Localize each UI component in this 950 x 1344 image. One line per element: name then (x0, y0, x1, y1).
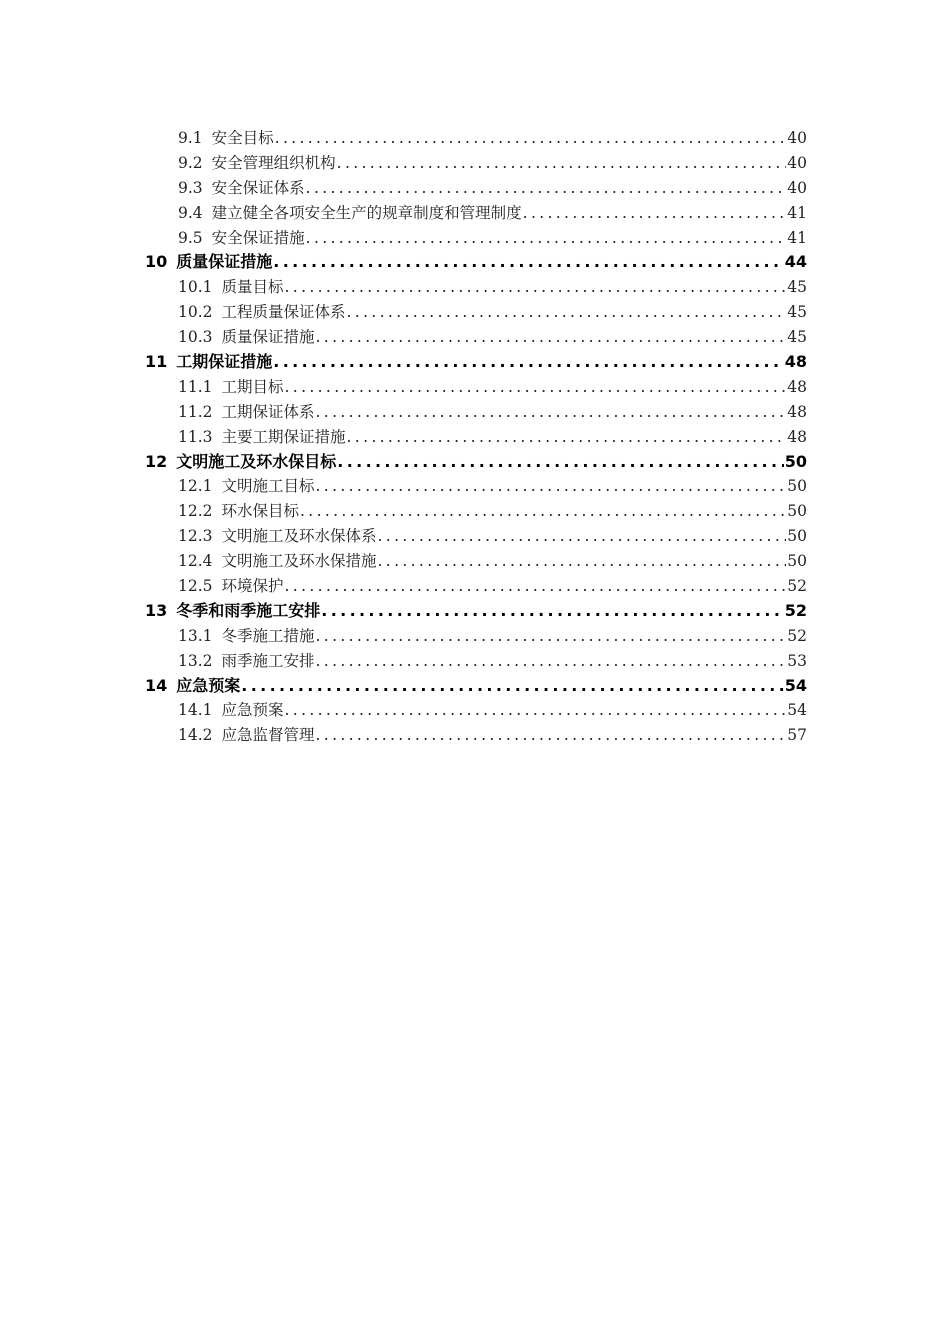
toc-entry-title: 冬季和雨季施工安排 (176, 600, 321, 620)
toc-entry-page-number: 44 (784, 252, 807, 272)
toc-section-entry[interactable] (145, 524, 807, 549)
toc-chapter-entry[interactable] (145, 599, 807, 624)
toc-section-entry[interactable] (145, 474, 807, 499)
toc-chapter-entry[interactable] (145, 350, 807, 375)
toc-entry-title: 文明施工及环水保目标 (176, 451, 337, 471)
toc-dot-leader (241, 674, 783, 699)
toc-entry-title: 环境保护 (221, 577, 284, 596)
toc-dot-leader (321, 599, 783, 624)
toc-entry-page-number: 48 (787, 377, 807, 396)
toc-entry-number: 14.2 (178, 726, 213, 745)
toc-entry-page-number: 53 (787, 651, 807, 670)
toc-dot-leader (273, 350, 783, 375)
toc-dot-leader (306, 226, 787, 251)
toc-entry-page-number: 45 (787, 328, 807, 347)
toc-dot-leader (285, 275, 787, 300)
toc-dot-leader (273, 250, 783, 275)
toc-entry-number: 9.4 (178, 203, 203, 222)
toc-entry-page-number: 52 (784, 600, 807, 620)
toc-dot-leader (347, 300, 787, 325)
toc-section-entry[interactable] (145, 126, 807, 151)
toc-dot-leader (285, 375, 787, 400)
toc-entry-number: 10 (145, 252, 168, 272)
toc-entry-number: 10.1 (178, 278, 213, 297)
toc-dot-leader (316, 649, 787, 674)
toc-dot-leader (306, 176, 787, 201)
toc-section-entry[interactable] (145, 375, 807, 400)
toc-entry-page-number: 41 (787, 228, 807, 247)
toc-entry-page-number: 40 (787, 178, 807, 197)
toc-entry-page-number: 52 (787, 577, 807, 596)
toc-dot-leader (285, 698, 787, 723)
toc-entry-page-number: 50 (784, 451, 807, 471)
toc-entry-number: 10.3 (178, 328, 213, 347)
toc-entry-page-number: 48 (787, 402, 807, 421)
toc-entry-page-number: 45 (787, 303, 807, 322)
toc-entry-page-number: 50 (787, 527, 807, 546)
toc-entry-number: 12.4 (178, 552, 213, 571)
toc-entry-page-number: 40 (787, 129, 807, 147)
toc-section-entry[interactable] (145, 425, 807, 450)
toc-section-entry[interactable] (145, 698, 807, 723)
toc-dot-leader (523, 201, 787, 226)
toc-entry-title: 应急监督管理 (221, 726, 315, 745)
toc-entry-title: 文明施工目标 (221, 477, 315, 496)
toc-entry-page-number: 50 (787, 502, 807, 521)
toc-entry-number: 12.3 (178, 527, 213, 546)
toc-entry-title: 工期保证体系 (221, 402, 315, 421)
toc-entry-title: 工期目标 (221, 377, 284, 396)
toc-entry-title: 工程质量保证体系 (221, 303, 346, 322)
toc-entry-page-number: 48 (787, 427, 807, 446)
toc-chapter-entry[interactable] (145, 250, 807, 275)
toc-entry-page-number: 54 (787, 701, 807, 720)
toc-dot-leader (285, 574, 787, 599)
toc-dot-leader (378, 549, 787, 574)
toc-dot-leader (316, 474, 787, 499)
toc-entry-title: 文明施工及环水保措施 (221, 552, 377, 571)
toc-chapter-entry[interactable] (145, 450, 807, 475)
toc-entry-title: 文明施工及环水保体系 (221, 527, 377, 546)
toc-section-entry[interactable] (145, 325, 807, 350)
toc-entry-number: 14 (145, 675, 168, 695)
toc-entry-title: 工期保证措施 (176, 352, 273, 372)
toc-entry-number: 13.1 (178, 626, 213, 645)
toc-entry-number: 9.5 (178, 228, 203, 247)
toc-entry-title: 应急预案 (221, 701, 284, 720)
toc-dot-leader (316, 325, 787, 350)
toc-section-entry[interactable] (145, 574, 807, 599)
toc-entry-number: 9.3 (178, 178, 203, 197)
toc-entry-page-number: 41 (787, 203, 807, 222)
toc-dot-leader (300, 499, 786, 524)
toc-dot-leader (316, 624, 787, 649)
toc-section-entry[interactable] (145, 300, 807, 325)
toc-section-entry[interactable] (145, 275, 807, 300)
table-of-contents (145, 126, 807, 748)
toc-entry-page-number: 57 (787, 726, 807, 745)
toc-section-entry[interactable] (145, 649, 807, 674)
toc-dot-leader (337, 450, 783, 475)
toc-entry-number: 9.1 (178, 129, 203, 147)
toc-entry-title: 安全目标 (211, 129, 274, 147)
toc-entry-number: 11 (145, 352, 168, 372)
toc-section-entry[interactable] (145, 201, 807, 226)
toc-dot-leader (316, 400, 787, 425)
toc-entry-number: 12.2 (178, 502, 213, 521)
toc-entry-page-number: 45 (787, 278, 807, 297)
toc-entry-number: 11.1 (178, 377, 213, 396)
toc-entry-title: 主要工期保证措施 (221, 427, 346, 446)
toc-chapter-entry[interactable] (145, 674, 807, 699)
toc-entry-number: 11.2 (178, 402, 213, 421)
toc-dot-leader (347, 425, 787, 450)
toc-section-entry[interactable] (145, 549, 807, 574)
toc-section-entry[interactable] (145, 176, 807, 201)
toc-entry-title: 质量保证措施 (221, 328, 315, 347)
toc-entry-title: 安全管理组织机构 (211, 153, 336, 172)
toc-entry-title: 应急预案 (176, 675, 241, 695)
toc-entry-number: 11.3 (178, 427, 213, 446)
toc-entry-number: 12 (145, 451, 168, 471)
toc-entry-page-number: 52 (787, 626, 807, 645)
toc-dot-leader (275, 126, 787, 151)
toc-entry-number: 14.1 (178, 701, 213, 720)
toc-section-entry[interactable] (145, 151, 807, 176)
toc-entry-number: 12.1 (178, 477, 213, 496)
toc-entry-page-number: 40 (787, 153, 807, 172)
toc-entry-title: 建立健全各项安全生产的规章制度和管理制度 (211, 203, 522, 222)
toc-dot-leader (337, 151, 787, 176)
toc-dot-leader (378, 524, 787, 549)
toc-entry-page-number: 50 (787, 477, 807, 496)
toc-entry-title: 安全保证措施 (211, 228, 305, 247)
toc-entry-page-number: 48 (784, 352, 807, 372)
toc-entry-title: 质量保证措施 (176, 252, 273, 272)
toc-entry-number: 13 (145, 600, 168, 620)
toc-entry-page-number: 50 (787, 552, 807, 571)
toc-entry-number: 9.2 (178, 153, 203, 172)
toc-section-entry[interactable] (145, 499, 807, 524)
toc-section-entry[interactable] (145, 723, 807, 748)
toc-entry-page-number: 54 (784, 675, 807, 695)
toc-entry-number: 12.5 (178, 577, 213, 596)
toc-entry-title: 环水保目标 (221, 502, 300, 521)
toc-entry-number: 13.2 (178, 651, 213, 670)
toc-entry-title: 质量目标 (221, 278, 284, 297)
toc-entry-title: 安全保证体系 (211, 178, 305, 197)
toc-section-entry[interactable] (145, 400, 807, 425)
toc-dot-leader (316, 723, 787, 748)
toc-section-entry[interactable] (145, 624, 807, 649)
toc-section-entry[interactable] (145, 226, 807, 251)
toc-entry-title: 冬季施工措施 (221, 626, 315, 645)
toc-entry-number: 10.2 (178, 303, 213, 322)
toc-entry-title: 雨季施工安排 (221, 651, 315, 670)
